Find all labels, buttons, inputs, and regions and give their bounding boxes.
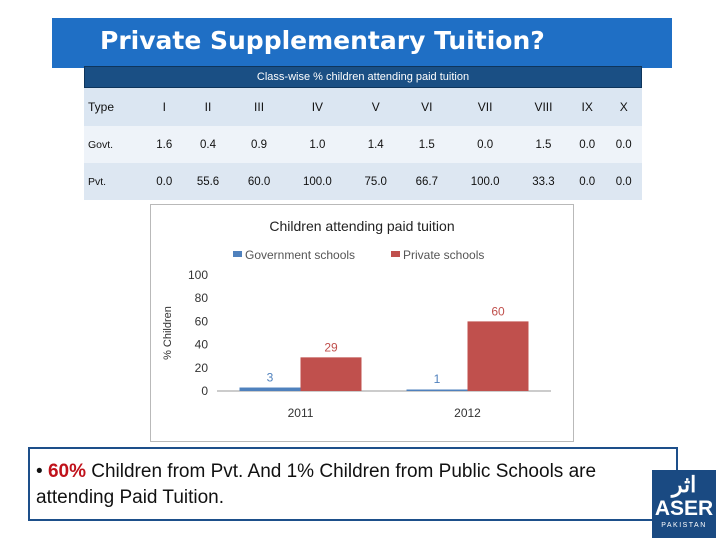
table-cell: 1.6 (146, 126, 182, 163)
table-header-cell: II (182, 88, 233, 126)
table-cell: Govt. (84, 126, 146, 163)
table-caption: Class-wise % children attending paid tuition (84, 66, 642, 88)
chart-title: Children attending paid tuition (269, 218, 455, 234)
note-text: • 60% Children from Pvt. And 1% Children from Public Schools are attending Paid Tuition. (36, 461, 597, 508)
data-label: 60 (491, 304, 505, 319)
table-cell: 0.9 (234, 126, 285, 163)
table-header-cell: Type (84, 88, 146, 126)
table-cell: Pvt. (84, 163, 146, 200)
tuition-table (84, 88, 642, 200)
y-tick-label: 40 (194, 337, 208, 352)
y-axis-label: % Children (162, 306, 174, 360)
table-header-cell: VII (452, 88, 518, 126)
table-header-cell: VIII (518, 88, 569, 126)
table-header-cell: VI (401, 88, 452, 126)
legend-swatch (233, 251, 242, 257)
table-cell: 1.5 (518, 126, 569, 163)
table-header-cell: V (350, 88, 401, 126)
table-row (84, 163, 642, 200)
table-cell: 1.4 (350, 126, 401, 163)
slide-title: Private Supplementary Tuition? (100, 26, 545, 55)
legend-swatch (391, 251, 400, 257)
y-tick-label: 100 (187, 268, 208, 282)
table-cell: 75.0 (350, 163, 401, 200)
table-cell: 0.0 (605, 126, 642, 163)
x-tick-label: 2012 (454, 406, 481, 420)
table-cell: 0.0 (569, 126, 605, 163)
table-cell: 33.3 (518, 163, 569, 200)
table-header-cell: IV (285, 88, 351, 126)
bar (301, 357, 362, 391)
table-cell: 66.7 (401, 163, 452, 200)
table-header-cell: I (146, 88, 182, 126)
legend-label: Government schools (245, 248, 356, 262)
logo-name: ASER (654, 497, 714, 520)
table-header-cell: III (234, 88, 285, 126)
table-cell: 0.0 (605, 163, 642, 200)
note-highlight: 60% (47, 461, 86, 482)
bar (468, 321, 529, 391)
table-cell: 100.0 (452, 163, 518, 200)
data-label: 1 (433, 372, 441, 386)
data-label: 3 (266, 370, 274, 385)
note-box (28, 447, 678, 521)
table-cell: 0.0 (452, 126, 518, 163)
table-cell: 100.0 (285, 163, 351, 200)
aser-logo (652, 470, 716, 538)
table-cell: 60.0 (234, 163, 285, 200)
table-cell: 0.0 (146, 163, 182, 200)
logo-arabic: اثر (671, 472, 697, 497)
bar (407, 390, 468, 392)
bar (240, 388, 301, 391)
x-tick-label: 2011 (287, 406, 314, 420)
table-cell: 55.6 (182, 163, 233, 200)
table-cell: 1.0 (285, 126, 351, 163)
bar-chart (151, 205, 573, 441)
data-label: 29 (324, 340, 338, 355)
table-cell: 0.0 (569, 163, 605, 200)
y-tick-label: 80 (194, 291, 208, 306)
y-tick-label: 60 (194, 314, 208, 329)
legend-label: Private schools (403, 248, 485, 262)
chart-panel (150, 204, 574, 442)
y-tick-label: 20 (194, 360, 208, 375)
y-tick-label: 0 (201, 384, 208, 398)
note-body: Children from Pvt. And 1% Children from Public Schools are attending Paid Tuition. (36, 461, 597, 508)
title-bar (52, 18, 672, 68)
table-header-cell: IX (569, 88, 605, 126)
table-cell: 0.4 (182, 126, 233, 163)
table-header-cell: X (605, 88, 642, 126)
logo-country: PAKISTAN (661, 522, 707, 529)
table-header-row (84, 88, 642, 126)
table-row (84, 126, 642, 163)
table-cell: 1.5 (401, 126, 452, 163)
